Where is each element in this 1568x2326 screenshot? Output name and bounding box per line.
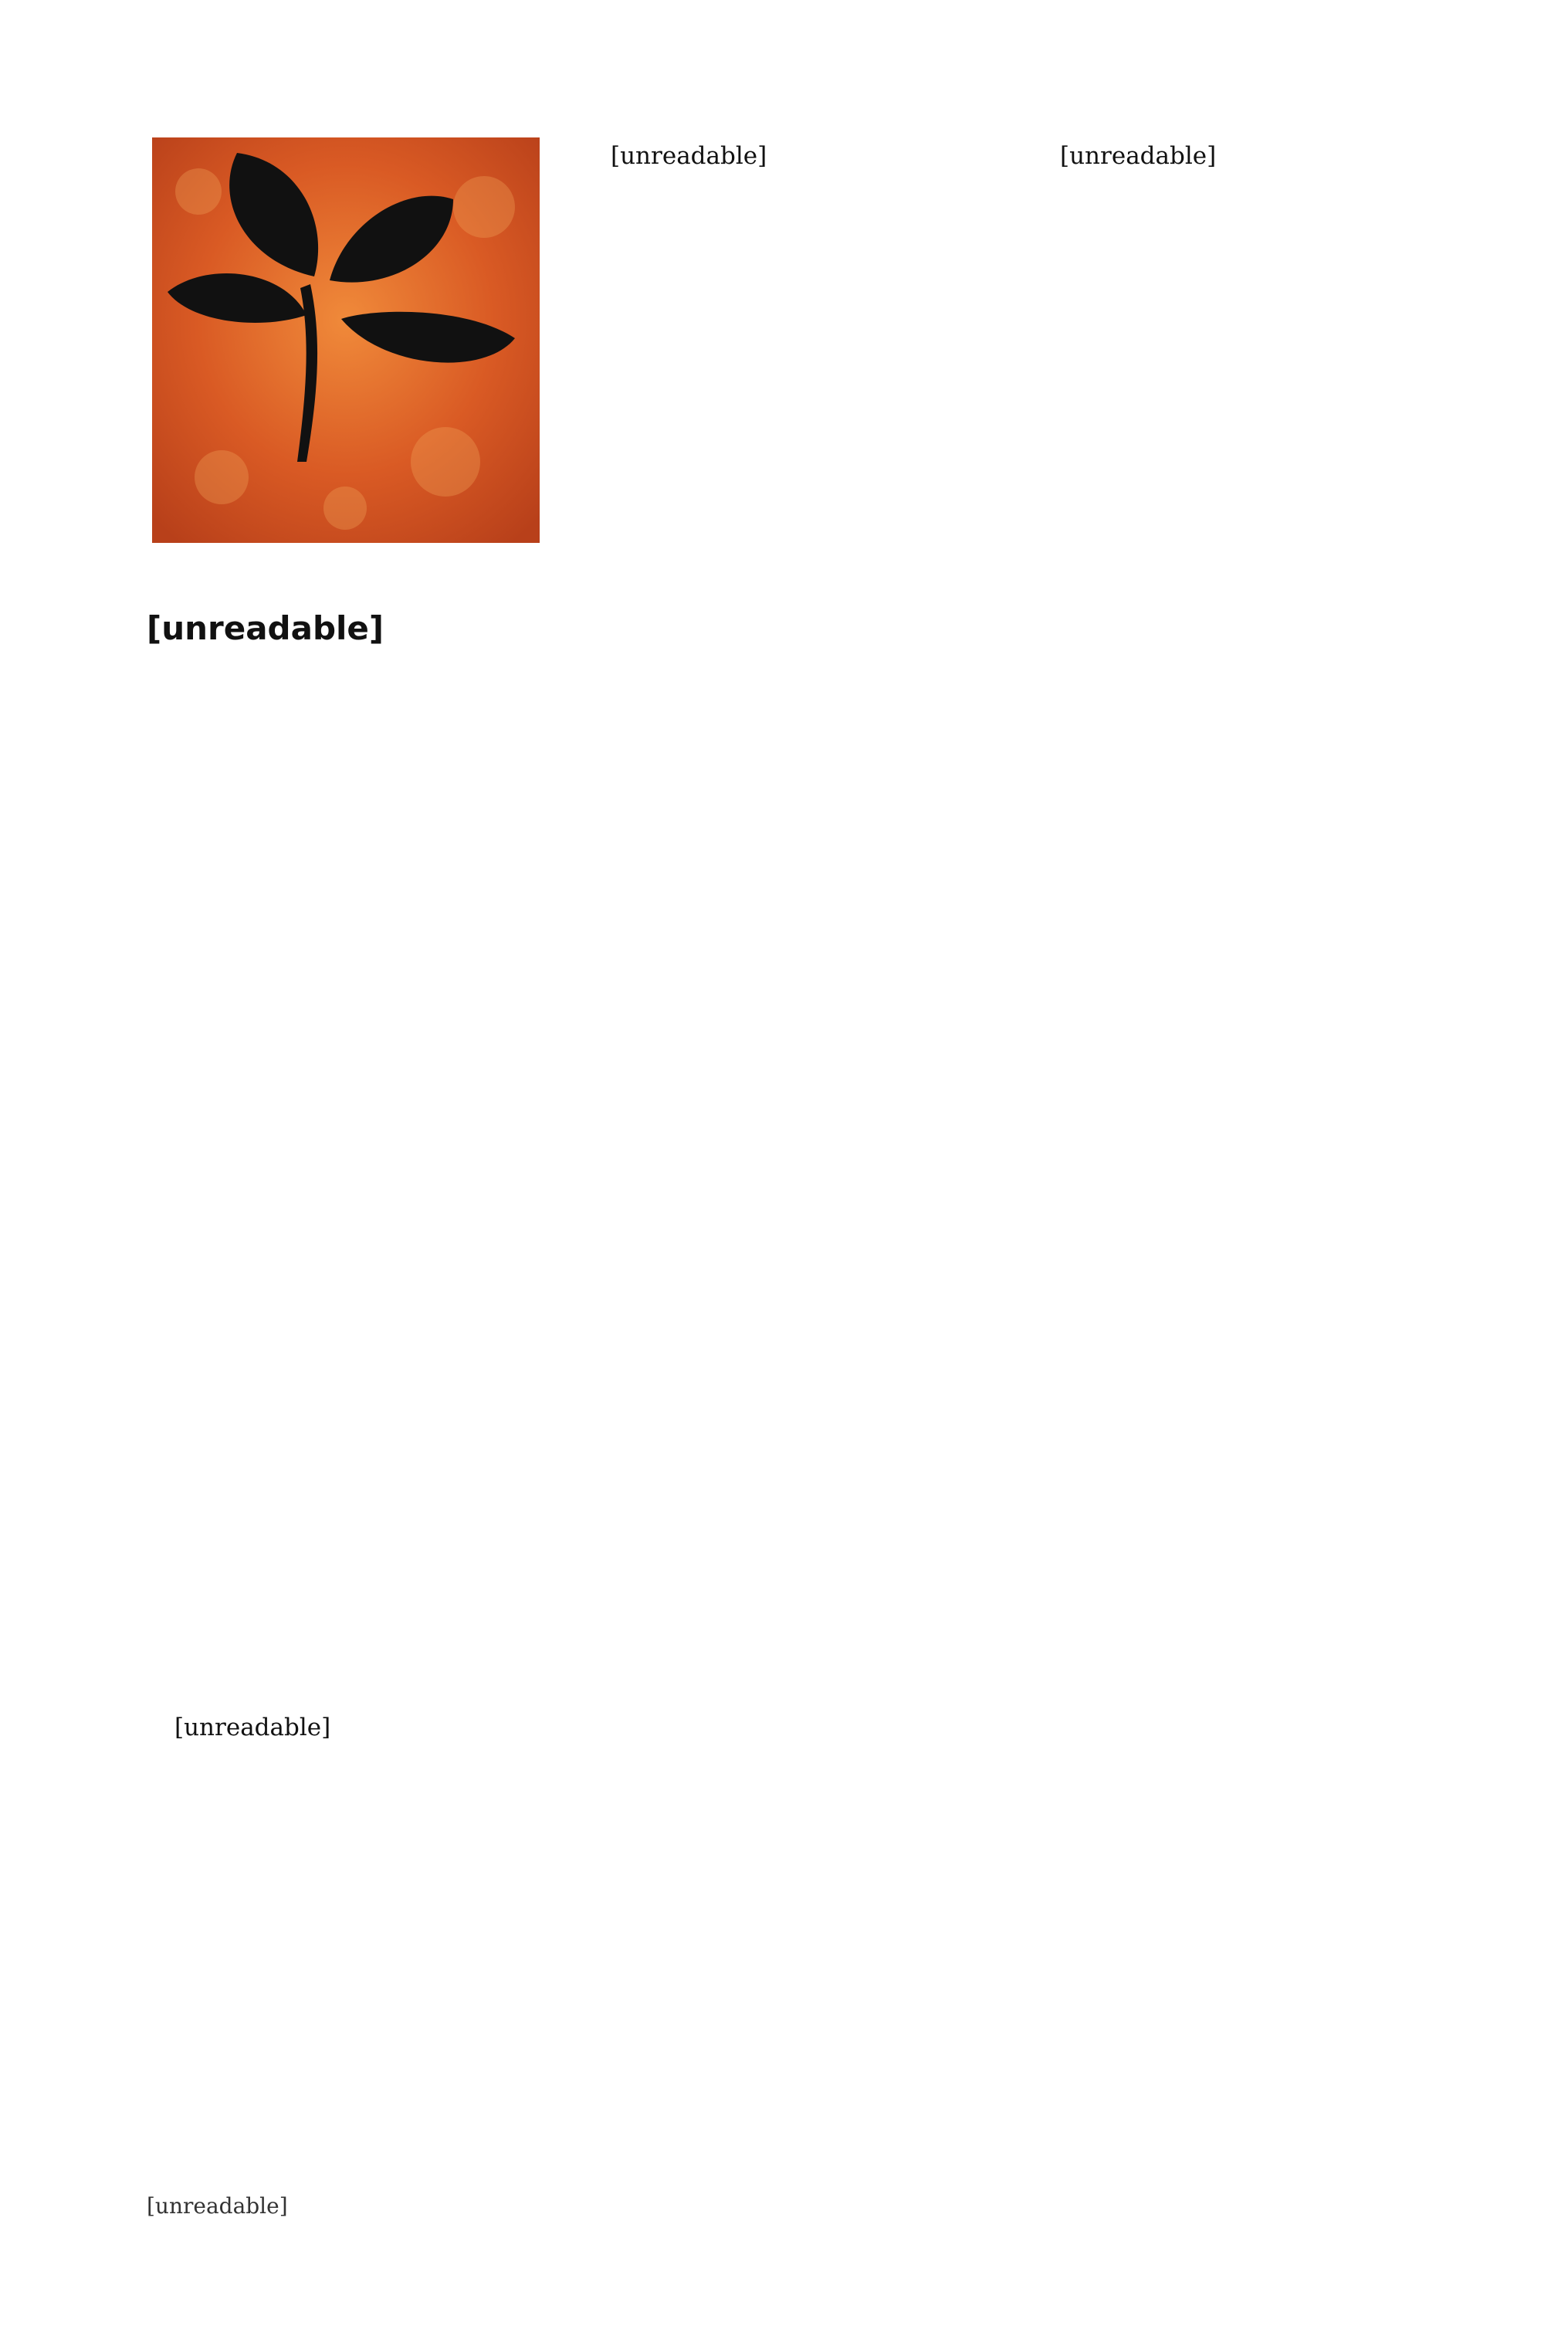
paragraph: [unreadable] <box>174 1714 331 1741</box>
flower-illustration <box>152 137 540 543</box>
pull-quote: [unreadable] <box>147 609 384 647</box>
paragraph: [unreadable] <box>1060 142 1217 170</box>
article-column-3 <box>1032 139 1434 174</box>
paragraph: [unreadable] <box>611 142 767 170</box>
article-column-2 <box>583 139 984 174</box>
article-column-1 <box>147 1711 537 1745</box>
page-footer: [unreadable] <box>147 2193 288 2219</box>
